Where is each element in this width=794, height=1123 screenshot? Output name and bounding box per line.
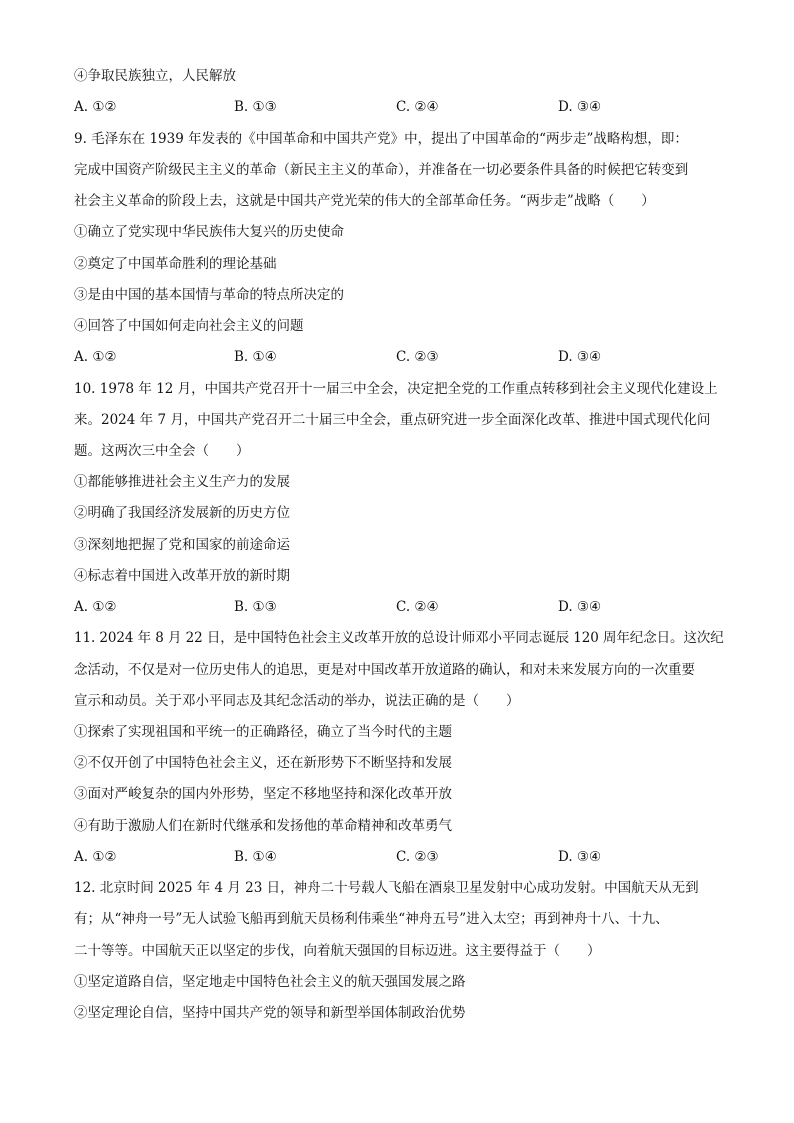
option-c: C. ②③ xyxy=(396,849,439,865)
option-a: A. ①② xyxy=(74,99,117,115)
question-stem-line: 来。2024 年 7 月，中国共产党召开二十届三中全会，重点研究进一步全面深化改革、推进中国式现代化问 xyxy=(74,412,711,428)
option-a: A. ①② xyxy=(74,349,117,365)
answer-item: ②坚定理论自信，坚持中国共产党的领导和新型举国体制政治优势 xyxy=(74,1005,466,1021)
question-stem-line: 宣示和动员。关于邓小平同志及其纪念活动的举办，说法正确的是（ ） xyxy=(74,693,520,709)
option-a: A. ①② xyxy=(74,849,117,865)
answer-item: ②明确了我国经济发展新的历史方位 xyxy=(74,505,290,521)
answer-options xyxy=(74,97,724,117)
answer-item: ④标志着中国进入改革开放的新时期 xyxy=(74,568,290,584)
question-stem-line: 12. 北京时间 2025 年 4 月 23 日，神舟二十号载人飞船在酒泉卫星发射中心成功发射。中国航天从无到 xyxy=(74,880,699,896)
answer-item: ④争取民族独立，人民解放 xyxy=(74,68,236,84)
question-stem-line: 9. 毛泽东在 1939 年发表的《中国革命和中国共产党》中，提出了中国革命的“两步走”战略构想，即： xyxy=(74,131,688,147)
answer-item: ①确立了党实现中华民族伟大复兴的历史使命 xyxy=(74,224,344,240)
question-stem-line: 11. 2024 年 8 月 22 日，是中国特色社会主义改革开放的总设计师邓小平同志诞辰 120 周年纪念日。这次纪 xyxy=(74,630,724,646)
option-d: D. ③④ xyxy=(558,99,602,115)
option-d: D. ③④ xyxy=(558,849,602,865)
answer-item: ③是由中国的基本国情与革命的特点所决定的 xyxy=(74,287,344,303)
option-b: B. ①③ xyxy=(234,599,277,615)
answer-item: ②不仅开创了中国特色社会主义，还在新形势下不断坚持和发展 xyxy=(74,755,452,771)
answer-options xyxy=(74,597,724,617)
option-b: B. ①④ xyxy=(234,349,277,365)
answer-item: ③深刻地把握了党和国家的前途命运 xyxy=(74,537,290,553)
question-stem-line: 10. 1978 年 12 月，中国共产党召开十一届三中全会，决定把全党的工作重点转移到社会主义现代化建设上 xyxy=(74,381,718,397)
answer-options xyxy=(74,347,724,367)
answer-item: ①都能够推进社会主义生产力的发展 xyxy=(74,474,290,490)
question-stem-line: 题。这两次三中全会（ ） xyxy=(74,443,250,459)
answer-item: ③面对严峻复杂的国内外形势，坚定不移地坚持和深化改革开放 xyxy=(74,786,452,802)
option-b: B. ①③ xyxy=(234,99,277,115)
option-c: C. ②④ xyxy=(396,99,439,115)
question-stem-line: 完成中国资产阶级民主主义的革命（新民主主义的革命），并准备在一切必要条件具备的时候把它转变到 xyxy=(74,162,689,178)
answer-item: ②奠定了中国革命胜利的理论基础 xyxy=(74,256,277,272)
answer-item: ④回答了中国如何走向社会主义的问题 xyxy=(74,318,304,334)
answer-item: ④有助于激励人们在新时代继承和发扬他的革命精神和改革勇气 xyxy=(74,818,452,834)
option-a: A. ①② xyxy=(74,599,117,615)
option-d: D. ③④ xyxy=(558,349,602,365)
option-b: B. ①④ xyxy=(234,849,277,865)
option-c: C. ②④ xyxy=(396,599,439,615)
question-stem-line: 二十等等。中国航天正以坚定的步伐，向着航天强国的目标迈进。这主要得益于（ ） xyxy=(74,943,601,959)
answer-item: ①坚定道路自信，坚定地走中国特色社会主义的航天强国发展之路 xyxy=(74,974,466,990)
question-stem-line: 有；从“神舟一号”无人试验飞船再到航天员杨利伟乘坐“神舟五号”进入太空；再到神舟十八、十九、 xyxy=(74,911,669,927)
option-c: C. ②③ xyxy=(396,349,439,365)
answer-item: ①探索了实现祖国和平统一的正确路径，确立了当今时代的主题 xyxy=(74,724,452,740)
question-stem-line: 念活动，不仅是对一位历史伟人的追思，更是对中国改革开放道路的确认，和对未来发展方向的一次重要 xyxy=(74,662,695,678)
answer-options xyxy=(74,847,724,867)
option-d: D. ③④ xyxy=(558,599,602,615)
question-stem-line: 社会主义革命的阶段上去，这就是中国共产党光荣的伟大的全部革命任务。“两步走”战略（ ） xyxy=(74,193,655,209)
